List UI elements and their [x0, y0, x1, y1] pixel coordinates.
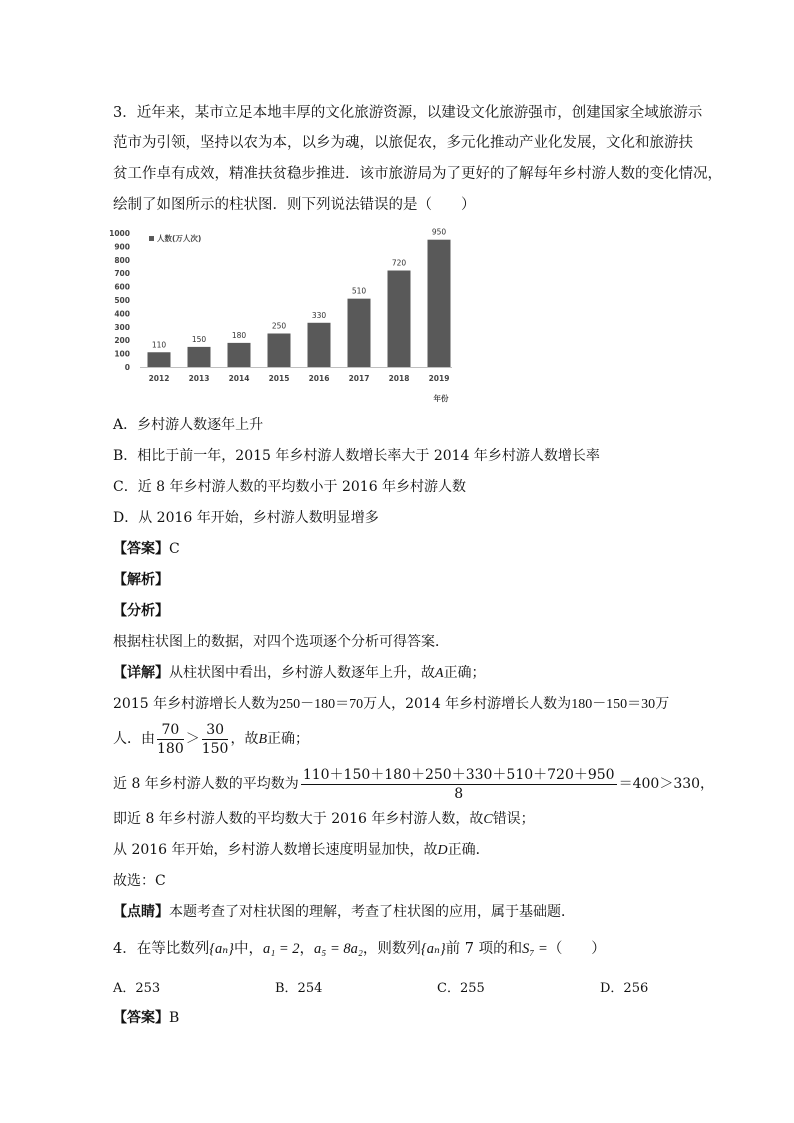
option-letter-a: A — [435, 666, 444, 681]
det5a: 从 2016 年开始，乡村游人数增长速度明显加快，故 — [113, 842, 438, 858]
q4-answer-value: B — [169, 1010, 180, 1026]
q4-stem-b: 中， — [233, 941, 263, 957]
q3-detail-line-6 — [113, 840, 490, 861]
q3-detail-line-5 — [113, 809, 535, 830]
bar — [188, 347, 211, 367]
fraction-30-150: $\frac{30}{150}$ — [201, 721, 229, 757]
q3-stem-line-4: 绘制了如图所示的柱状图．则下列说法错误的是（ ） — [113, 197, 476, 213]
option-letter-b: B — [258, 732, 268, 747]
fraction-70-180: $\frac{70}{180}$ — [157, 721, 184, 757]
q4-stem-e: （ ） — [547, 941, 606, 957]
remark-text: 本题考查了对柱状图的理解，考查了柱状图的应用，属于基础题． — [169, 904, 575, 920]
bar — [148, 352, 171, 367]
det5b: 正确． — [447, 842, 490, 858]
x-tick-label: 2014 — [228, 374, 250, 383]
q3-option-a: A．乡村游人数逐年上升 — [113, 417, 264, 433]
q4-sequence-2: {aₙ} — [420, 941, 446, 957]
det1e: 万 — [655, 696, 670, 712]
bar-data-label: 250 — [271, 321, 287, 331]
x-axis-title: 年份 — [433, 394, 449, 403]
q4-comma: ， — [299, 941, 315, 957]
option-letter-c: C — [483, 812, 493, 827]
q4-option-d: D．256 — [600, 981, 649, 996]
det1c: 万人，2014 年乡村游增长人数为 — [363, 696, 572, 712]
bar-data-label: 110 — [151, 340, 167, 350]
y-tick-label: 800 — [114, 255, 130, 265]
bar — [308, 323, 331, 367]
y-tick-label: 0 — [124, 363, 130, 372]
y-axis — [109, 229, 130, 372]
q3-detail-line-2 — [113, 694, 669, 715]
q3-detail-line-4 — [113, 765, 714, 803]
bar-data-label: 150 — [191, 334, 207, 344]
q4-option-b: B．254 — [275, 981, 323, 996]
q3-jiexi-tag: 【解析】 — [113, 572, 169, 588]
mean-result: ＝400＞330 — [618, 776, 701, 792]
q3-option-d: D．从 2016 年开始，乡村游人数明显增多 — [113, 510, 379, 526]
y-tick-label: 900 — [114, 242, 130, 252]
q4-a5: a₅ = 8a₂ — [314, 941, 363, 957]
q4-answer — [113, 1008, 179, 1028]
x-axis — [140, 368, 452, 384]
bar — [268, 334, 291, 368]
y-tick-label: 1000 — [109, 229, 130, 238]
x-tick-label: 2018 — [388, 374, 410, 383]
gt-sign: ＞ — [185, 731, 200, 747]
x-tick-label: 2012 — [148, 374, 170, 383]
y-tick-label: 400 — [114, 309, 130, 319]
bar-data-label: 180 — [231, 330, 247, 340]
det2b: ，故 — [230, 731, 259, 747]
q3-detail-line-1 — [113, 663, 486, 684]
y-tick-label: 700 — [114, 269, 130, 279]
q4-stem-a: 4．在等比数列 — [113, 941, 210, 957]
det3a: 近 8 年乡村游人数的平均数为 — [113, 776, 299, 792]
det3b: ， — [700, 776, 715, 792]
bars — [148, 228, 451, 367]
detail-text: 从柱状图中看出，乡村游人数逐年上升，故 — [169, 665, 435, 681]
q3-conclusion: 故选：C — [113, 873, 166, 889]
q4-option-c: C．255 — [437, 981, 485, 996]
remark-tag: 【点睛】 — [113, 904, 169, 920]
fraction-mean: $\frac{110+150+180+250+330+510+720+950}{8}$ — [302, 766, 615, 802]
det4a: 即近 8 年乡村游人数的平均数大于 2016 年乡村游人数，故 — [113, 811, 484, 827]
legend-label: 人数(万人次) — [157, 234, 202, 243]
q3-fenxi-text: 根据柱状图上的数据，对四个选项逐个分析可得答案． — [113, 634, 449, 650]
detail-end: 正确； — [443, 665, 486, 681]
answer-value: C — [169, 541, 180, 557]
detail-tag: 【详解】 — [113, 665, 169, 681]
x-tick-label: 2013 — [188, 374, 210, 383]
q4-option-a: A．253 — [113, 981, 161, 996]
det4b: 错误； — [492, 811, 535, 827]
y-tick-label: 500 — [114, 296, 130, 305]
x-tick-label: 2019 — [428, 374, 450, 383]
q4-answer-tag: 【答案】 — [113, 1010, 169, 1026]
q4-stem-c: ，则数列 — [362, 941, 421, 957]
q4-sequence: {aₙ} — [209, 941, 234, 957]
x-tick-label: 2017 — [348, 374, 370, 383]
det1a: 2015 年乡村游增长人数为 — [113, 696, 280, 712]
bar-data-label: 330 — [311, 310, 327, 320]
y-tick-label: 600 — [114, 282, 130, 292]
legend-swatch — [149, 236, 154, 241]
det2c: 正确； — [267, 731, 310, 747]
q4-stem-d: 前 7 项的和 — [445, 941, 523, 957]
q3-stem-line-1: 3．近年来，某市立足本地丰厚的文化旅游资源，以建设文化旅游强市，创建国家全域旅游示 — [113, 105, 703, 121]
bar-chart — [109, 222, 462, 407]
q3-detail-line-3 — [113, 720, 309, 759]
bar-data-label: 720 — [391, 258, 407, 268]
y-tick-label: 200 — [114, 336, 130, 346]
y-tick-label: 300 — [114, 322, 130, 332]
q3-remark — [113, 902, 575, 922]
bar-data-label: 510 — [351, 286, 367, 296]
q3-option-b: B．相比于前一年，2015 年乡村游人数增长率大于 2014 年乡村游人数增长率 — [113, 448, 600, 464]
x-tick-label: 2016 — [308, 374, 330, 383]
option-letter-d: D — [437, 843, 448, 858]
bar — [228, 343, 251, 367]
bar-data-label: 950 — [431, 227, 447, 237]
bar — [428, 240, 451, 367]
q3-fenxi-tag: 【分析】 — [113, 603, 169, 619]
q3-stem-line-2: 范市为引领，坚持以农为本，以乡为魂，以旅促农，多元化推动产业化发展，文化和旅游扶 — [113, 135, 693, 151]
q4-options — [113, 977, 673, 997]
det2a: 人．由 — [113, 731, 155, 747]
bar — [388, 271, 411, 367]
q3-stem-line-3: 贫工作卓有成效，精准扶贫稳步推进．该市旅游局为了更好的了解每年乡村游人数的变化情况， — [113, 166, 722, 182]
det1b: 250－180＝70 — [279, 697, 364, 712]
answer-tag: 【答案】 — [113, 541, 169, 557]
q4-a1: a₁ = 2 — [262, 941, 300, 957]
q3-answer — [113, 539, 180, 559]
q3-option-c: C．近 8 年乡村游人数的平均数小于 2016 年乡村游人数 — [113, 479, 467, 495]
x-tick-label: 2015 — [268, 374, 290, 383]
q4-s7: S₇ = — [522, 941, 548, 957]
det1d: 180－150＝30 — [571, 697, 656, 712]
q4-stem — [113, 939, 606, 959]
bar — [348, 299, 371, 367]
y-tick-label: 100 — [114, 349, 130, 359]
